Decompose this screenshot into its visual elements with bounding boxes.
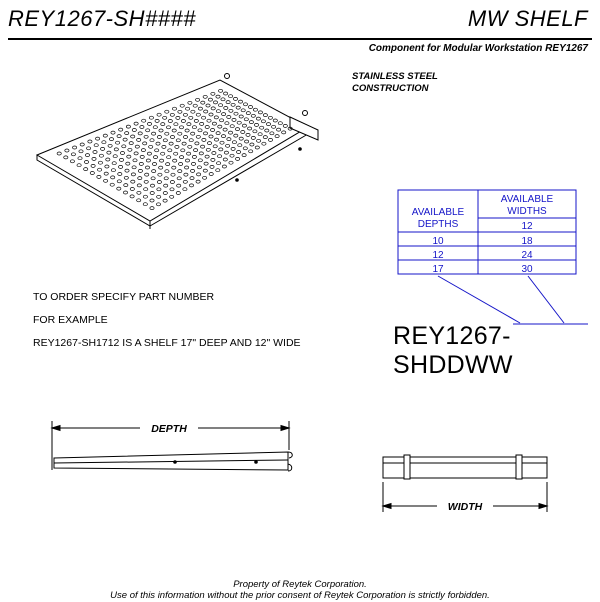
mount-peg — [236, 179, 239, 182]
depth-value: 10 — [432, 236, 444, 247]
footer-line-2: Use of this information without the prior consent of Reytek Corporation is strictly forbidden. — [110, 590, 490, 601]
mount-peg — [299, 148, 302, 151]
footer-line-1: Property of Reytek Corporation. — [233, 579, 367, 590]
widths-header-1: AVAILABLE — [500, 194, 554, 205]
product-name-title: MW SHELF — [467, 6, 588, 31]
depth-leader-line — [438, 276, 520, 323]
order-instruction: TO ORDER SPECIFY PART NUMBER — [33, 291, 215, 303]
width-value: 18 — [521, 236, 533, 247]
widths-header-2: WIDTHS — [507, 206, 547, 217]
depth-value: 12 — [432, 250, 444, 261]
material-line-1: STAINLESS STEEL — [352, 71, 438, 82]
width-dimension-label: WIDTH — [447, 501, 483, 513]
component-description: Component for Modular Workstation REY1267 — [368, 43, 588, 54]
shelf-top-face — [37, 80, 308, 221]
depth-value: 17 — [432, 264, 444, 275]
depths-header-1: AVAILABLE — [411, 207, 465, 218]
depths-header-2: DEPTHS — [417, 219, 459, 230]
depth-dimension-label: DEPTH — [151, 423, 187, 435]
width-leader-line — [528, 276, 564, 323]
mount-peg — [225, 74, 230, 79]
part-number-title: REY1267-SH#### — [8, 6, 197, 31]
footer-notice — [0, 579, 600, 601]
shelf-isometric-view — [37, 74, 318, 230]
width-value: 12 — [521, 221, 533, 232]
example-label: FOR EXAMPLE — [33, 314, 108, 326]
part-code-template: REY1267-SHDDWW — [393, 322, 513, 379]
width-value: 30 — [521, 264, 533, 275]
mount-peg — [303, 111, 308, 116]
material-line-2: CONSTRUCTION — [352, 83, 429, 94]
example-text: REY1267-SH1712 IS A SHELF 17" DEEP AND 12" WIDE — [33, 337, 301, 349]
width-value: 24 — [521, 250, 533, 261]
